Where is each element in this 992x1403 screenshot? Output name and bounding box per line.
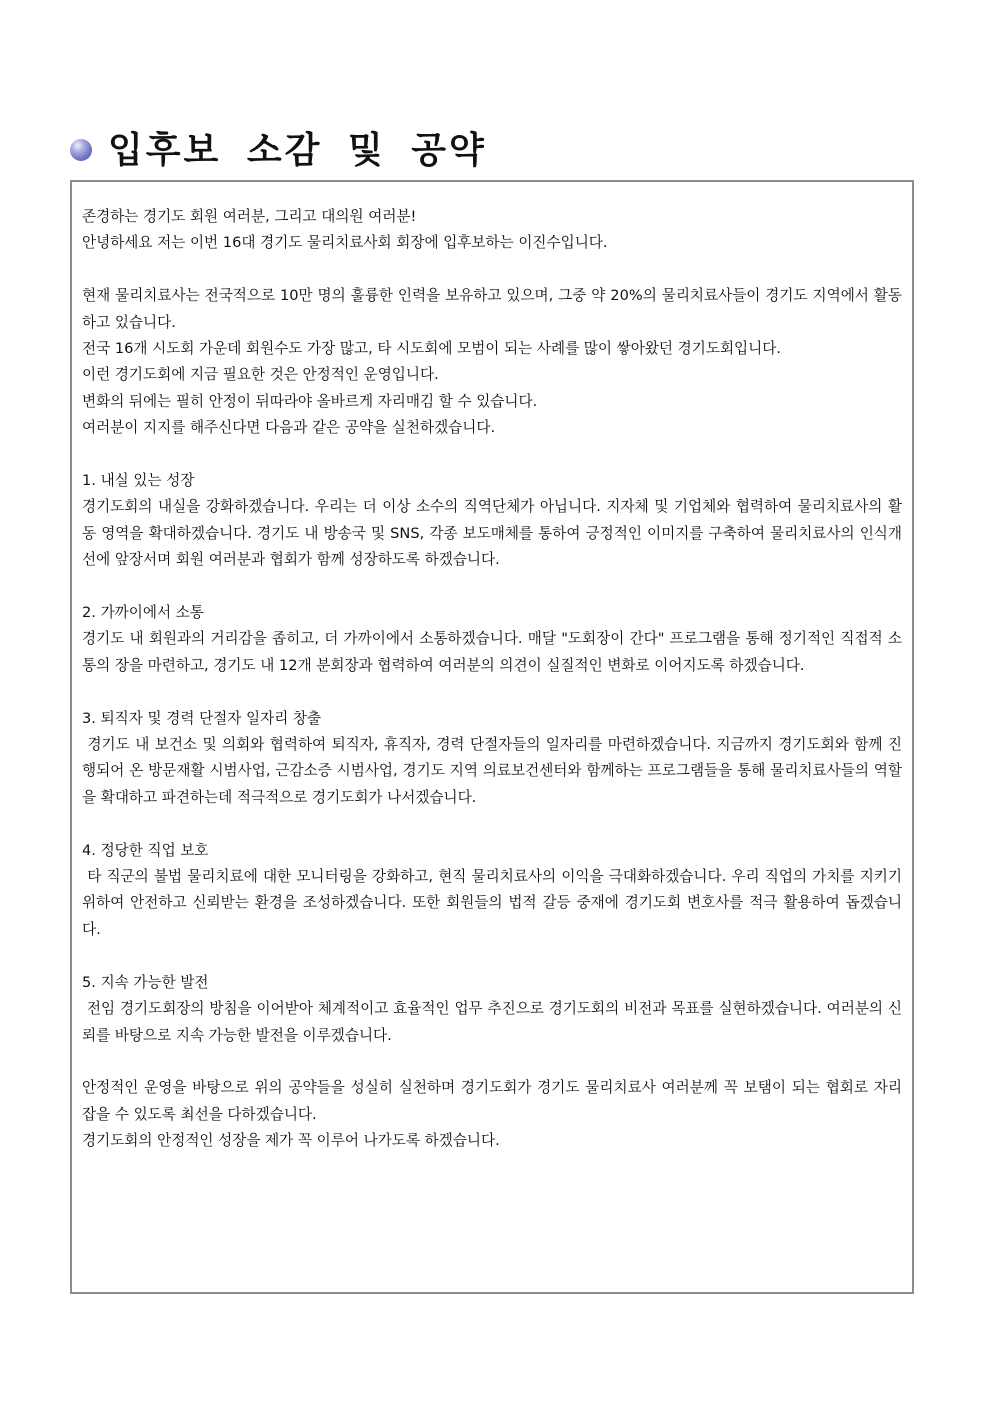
introduction: 안녕하세요 저는 이번 16대 경기도 물리치료사회 회장에 입후보하는 이진수입니다.	[82, 234, 608, 252]
closing-paragraph: 안정적인 운영을 바탕으로 위의 공약들을 성실히 실천하며 경기도회가 경기도 물리치료사 여러분께 꼭 보탬이 되는 협회로 자리 잡을 수 있도록 최선을 다하겠습니다.	[82, 1079, 902, 1123]
pledge-body: 경기도 내 회원과의 거리감을 좁히고, 더 가까이에서 소통하겠습니다. 매달 "도회장이 간다" 프로그램을 통해 정기적인 직접적 소통의 장을 마련하고, 경기도 내 12개 분회장과 협력하여 여러분의 의견이 실질적인 변화로 이어지도록 하겠습니다.	[82, 630, 902, 674]
background-paragraph: 여러분이 지지를 해주신다면 다음과 같은 공약을 실천하겠습니다.	[82, 419, 496, 437]
spacer	[82, 257, 902, 283]
content-box	[70, 180, 914, 1294]
section-heading	[70, 122, 487, 172]
pledge-title: 1. 내실 있는 성장	[82, 472, 195, 490]
background-paragraph: 전국 16개 시도회 가운데 회원수도 가장 많고, 타 시도회에 모범이 되는 사례를 많이 쌓아왔던 경기도회입니다.	[82, 340, 781, 358]
page-title: 입후보 소감 및 공약	[108, 129, 487, 171]
pledge-body: 경기도 내 보건소 및 의회와 협력하여 퇴직자, 휴직자, 경력 단절자들의 일자리를 마련하겠습니다. 지금까지 경기도회와 함께 진행되어 온 방문재활 시범사업, 근감소증 시범사업, 경기도 지역 의료보건센터와 함께하는 프로그램들을 통해 물리치료사들의 역할을 확대하고 파견하는데 적극적으로 경기도회가 나서겠습니다.	[82, 736, 903, 806]
background-paragraph: 현재 물리치료사는 전국적으로 10만 명의 훌륭한 인력을 보유하고 있으며, 그중 약 20%의 물리치료사들이 경기도 지역에서 활동하고 있습니다.	[82, 287, 902, 331]
pledge-title: 2. 가까이에서 소통	[82, 604, 204, 622]
background-paragraph: 변화의 뒤에는 필히 안정이 뒤따라야 올바르게 자리매김 할 수 있습니다.	[82, 392, 538, 410]
sphere-bullet-icon	[70, 139, 92, 161]
spacer	[82, 442, 902, 468]
spacer	[82, 1049, 902, 1075]
spacer	[82, 679, 902, 705]
pledge-title: 5. 지속 가능한 발전	[82, 973, 209, 991]
closing-paragraph: 경기도회의 안정적인 성장을 제가 꼭 이루어 나가도록 하겠습니다.	[82, 1132, 500, 1150]
spacer	[82, 943, 902, 969]
greeting: 존경하는 경기도 회원 여러분, 그리고 대의원 여러분!	[82, 208, 417, 225]
pledge-body: 경기도회의 내실을 강화하겠습니다. 우리는 더 이상 소수의 직역단체가 아닙니다. 지자체 및 기업체와 협력하여 물리치료사의 활동 영역을 확대하겠습니다. 경기도 내 방송국 및 SNS, 각종 보도매체를 통하여 긍정적인 이미지를 구축하여 물리치료사의 인식개선에 앞장서며 회원 여러분과 협회가 함께 성장하도록 하겠습니다.	[82, 498, 902, 569]
pledge-title: 4. 정당한 직업 보호	[82, 841, 209, 859]
spacer	[82, 811, 902, 837]
statement-content	[82, 204, 907, 1155]
pledge-body: 전임 경기도회장의 방침을 이어받아 체계적이고 효율적인 업무 추진으로 경기도회의 비전과 목표를 실현하겠습니다. 여러분의 신뢰를 바탕으로 지속 가능한 발전을 이루겠습니다.	[82, 1000, 902, 1044]
pledge-body: 타 직군의 불법 물리치료에 대한 모니터링을 강화하고, 현직 물리치료사의 이익을 극대화하겠습니다. 우리 직업의 가치를 지키기 위하여 안전하고 신뢰받는 환경을 조성하겠습니다. 또한 회원들의 법적 갈등 중재에 경기도회 변호사를 적극 활용하여 돕겠습니다.	[82, 868, 907, 938]
pledge-title: 3. 퇴직자 및 경력 단절자 일자리 창출	[82, 709, 322, 727]
spacer	[82, 574, 902, 600]
background-paragraph: 이런 경기도회에 지금 필요한 것은 안정적인 운영입니다.	[82, 366, 439, 384]
